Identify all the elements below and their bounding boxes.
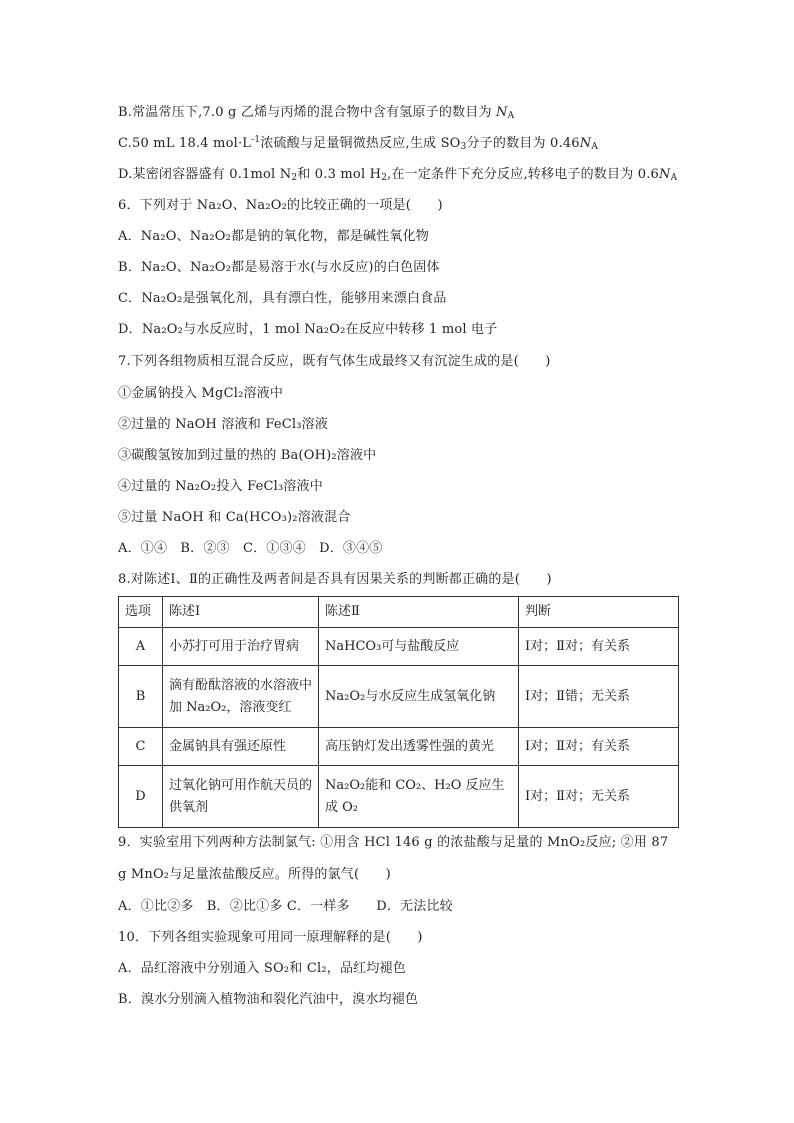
q7-stem: 7.下列各组物质相互混合反应，既有气体生成最终又有沉淀生成的是( ) (118, 354, 551, 369)
row-option: B (119, 666, 163, 728)
q7-item-5: ⑤过量 NaOH 和 Ca(HCO₃)₂溶液混合 (118, 510, 351, 525)
q6-option-c: C．Na₂O₂是强氧化剂，具有漂白性，能够用来漂白食品 (118, 291, 447, 306)
q10-stem: 10．下列各组实验现象可用同一原理解释的是( ) (118, 930, 423, 945)
q7-item-3: ③碳酸氢铵加到过量的热的 Ba(OH)₂溶液中 (118, 448, 377, 463)
row-option: D (119, 766, 163, 828)
header-statement-2: 陈述Ⅱ (319, 597, 519, 628)
row-judgement: Ⅰ对；Ⅱ对；有关系 (519, 728, 679, 766)
row-statement-1: 小苏打可用于治疗胃病 (163, 628, 319, 666)
q8-table (118, 596, 679, 828)
q5-option-b: B.常温常压下,7.0 g 乙烯与丙烯的混合物中含有氢原子的数目为 $N_A$ (118, 105, 515, 121)
header-statement-1: 陈述Ⅰ (163, 597, 319, 628)
q5-option-c: C.50 mL 18.4 $mol\cdot L^{-1}$浓硫酸与足量铜微热反应,生成 $SO_3$分子的数目为 $0.46N_A$ (118, 135, 599, 152)
q7-options: A．①④ B．②③ C．①③④ D．③④⑤ (118, 541, 383, 556)
q10-option-a: A．品红溶液中分别通入 SO₂和 Cl₂，品红均褪色 (118, 961, 406, 976)
table-row (119, 666, 679, 728)
row-statement-2: NaHCO₃可与盐酸反应 (319, 628, 519, 666)
q9-stem-line-2: g MnO₂与足量浓盐酸反应。所得的氯气( ) (118, 867, 391, 882)
q8-stem: 8.对陈述Ⅰ、Ⅱ的正确性及两者间是否具有因果关系的判断都正确的是( ) (118, 572, 552, 587)
row-option: A (119, 628, 163, 666)
q6-option-a: A．Na₂O、Na₂O₂都是钠的氧化物，都是碱性氧化物 (118, 229, 429, 244)
row-judgement: Ⅰ对；Ⅱ错；无关系 (519, 666, 679, 728)
row-statement-2: Na₂O₂能和 CO₂、H₂O 反应生成 O₂ (319, 766, 519, 828)
row-judgement: Ⅰ对；Ⅱ对；无关系 (519, 766, 679, 828)
q9-stem-line-1: 9．实验室用下列两种方法制氯气: ①用含 HCl 146 g 的浓盐酸与足量的 MnO₂反应; ②用 87 (118, 835, 669, 850)
q7-item-4: ④过量的 Na₂O₂投入 FeCl₃溶液中 (118, 479, 323, 494)
q6-stem: 6．下列对于 Na₂O、Na₂O₂的比较正确的一项是( ) (118, 198, 443, 213)
q5-option-d: D.某密闭容器盛有 0.1mol $N_2$和 0.3 mol $H_2$,在一定条件下充分反应,转移电子的数目为 $0.6N_A$ (118, 167, 678, 183)
row-statement-2: 高压钠灯发出透雾性强的黄光 (319, 728, 519, 766)
table-row (119, 628, 679, 666)
header-option: 选项 (119, 597, 163, 628)
q6-option-d: D．Na₂O₂与水反应时，1 mol Na₂O₂在反应中转移 1 mol 电子 (118, 322, 498, 337)
q9-options: A．①比②多 B．②比①多 C．一样多 D．无法比较 (118, 899, 453, 914)
row-statement-1: 过氧化钠可用作航天员的供氧剂 (163, 766, 319, 828)
row-statement-1: 滴有酚酞溶液的水溶液中加 Na₂O₂，溶液变红 (163, 666, 319, 728)
q10-option-b: B．溴水分别滴入植物油和裂化汽油中，溴水均褪色 (118, 992, 419, 1007)
table-row (119, 766, 679, 828)
row-statement-2: Na₂O₂与水反应生成氢氧化钠 (319, 666, 519, 728)
row-judgement: Ⅰ对；Ⅱ对；有关系 (519, 628, 679, 666)
table-row (119, 728, 679, 766)
header-judgement: 判断 (519, 597, 679, 628)
q7-item-1: ①金属钠投入 MgCl₂溶液中 (118, 386, 284, 401)
table-header-row (119, 597, 679, 628)
q6-option-b: B．Na₂O、Na₂O₂都是易溶于水(与水反应)的白色固体 (118, 260, 440, 275)
q7-item-2: ②过量的 NaOH 溶液和 FeCl₃溶液 (118, 417, 329, 432)
row-option: C (119, 728, 163, 766)
row-statement-1: 金属钠具有强还原性 (163, 728, 319, 766)
